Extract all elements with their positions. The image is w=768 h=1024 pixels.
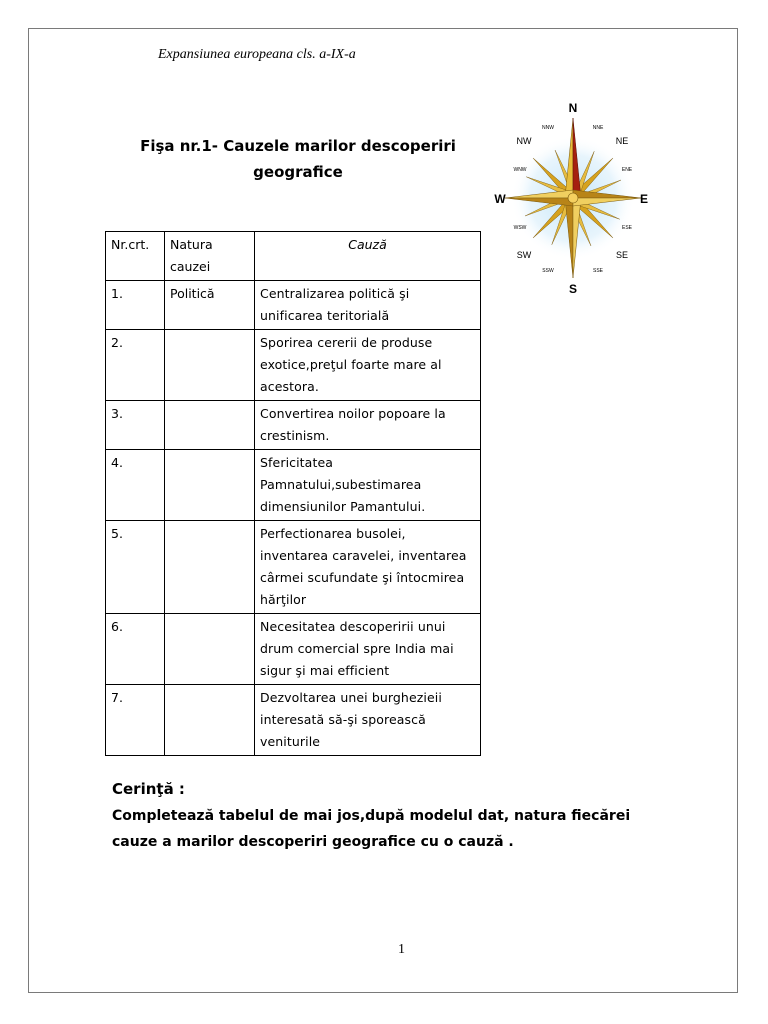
causes-table (105, 231, 481, 756)
row-number: 6. (106, 614, 165, 685)
header-nr: Nr.crt. (106, 232, 165, 281)
row-cauza: Sfericitatea Pamnatului,subestimarea dimensiunilor Pamantului. (255, 450, 481, 521)
table-row (106, 330, 481, 401)
compass-label-ne: NE (615, 136, 629, 146)
row-cauza: Dezvoltarea unei burghezieii interesată să-şi sporească veniturile (255, 685, 481, 756)
row-number: 1. (106, 281, 165, 330)
page-number: 1 (398, 942, 405, 957)
row-number: 7. (106, 685, 165, 756)
row-number: 2. (106, 330, 165, 401)
compass-label-w: W (494, 192, 506, 206)
title-line-2: geografice (253, 163, 343, 181)
table-header-row (106, 232, 481, 281)
table-row (106, 685, 481, 756)
compass-label-wsw: WSW (513, 225, 527, 231)
table-row (106, 614, 481, 685)
document-header: Expansiunea europeana cls. a-IX-a (158, 47, 356, 62)
title-line-1: Fişa nr.1- Cauzele marilor descoperiri (140, 137, 456, 155)
compass-label-wnw: WNW (513, 167, 527, 173)
table-row (106, 401, 481, 450)
compass-label-nne: NNE (592, 125, 604, 131)
compass-label-s: S (568, 282, 578, 296)
table-row (106, 281, 481, 330)
row-natura (165, 401, 255, 450)
compass-label-e: E (639, 192, 649, 206)
row-natura (165, 521, 255, 614)
row-number: 5. (106, 521, 165, 614)
row-cauza: Necesitatea descoperirii unui drum comercial spre India mai sigur şi mai efficient (255, 614, 481, 685)
compass-label-ese: ESE (621, 225, 633, 231)
worksheet-title (118, 133, 478, 185)
row-number: 3. (106, 401, 165, 450)
compass-label-nnw: NNW (542, 125, 554, 131)
requirement-label: Cerinţă : (112, 780, 185, 798)
compass-label-sse: SSE (592, 268, 604, 274)
row-natura (165, 614, 255, 685)
row-cauza: Perfectionarea busolei, inventarea caravelei, inventarea cârmei scufundate şi întocmirea hărţilor (255, 521, 481, 614)
compass-label-se: SE (615, 250, 629, 260)
compass-label-n: N (568, 101, 578, 115)
compass-label-ene: ENE (621, 167, 633, 173)
table-row (106, 450, 481, 521)
compass-rose-image (490, 98, 660, 298)
compass-label-ssw: SSW (542, 268, 554, 274)
header-natura: Natura cauzei (165, 232, 255, 281)
header-cauza: Cauză (255, 232, 481, 281)
row-cauza: Sporirea cererii de produse exotice,preţul foarte mare al acestora. (255, 330, 481, 401)
table-row (106, 521, 481, 614)
row-natura (165, 685, 255, 756)
row-cauza: Convertirea noilor popoare la crestinism. (255, 401, 481, 450)
compass-label-nw: NW (516, 136, 532, 146)
row-cauza: Centralizarea politică şi unificarea teritorială (255, 281, 481, 330)
row-number: 4. (106, 450, 165, 521)
requirement-text: Completează tabelul de mai jos,după modelul dat, natura fiecărei cauze a marilor descoperiri geografice cu o cauză . (112, 808, 631, 850)
compass-label-sw: SW (516, 250, 532, 260)
row-natura (165, 450, 255, 521)
row-natura (165, 330, 255, 401)
row-natura: Politică (165, 281, 255, 330)
